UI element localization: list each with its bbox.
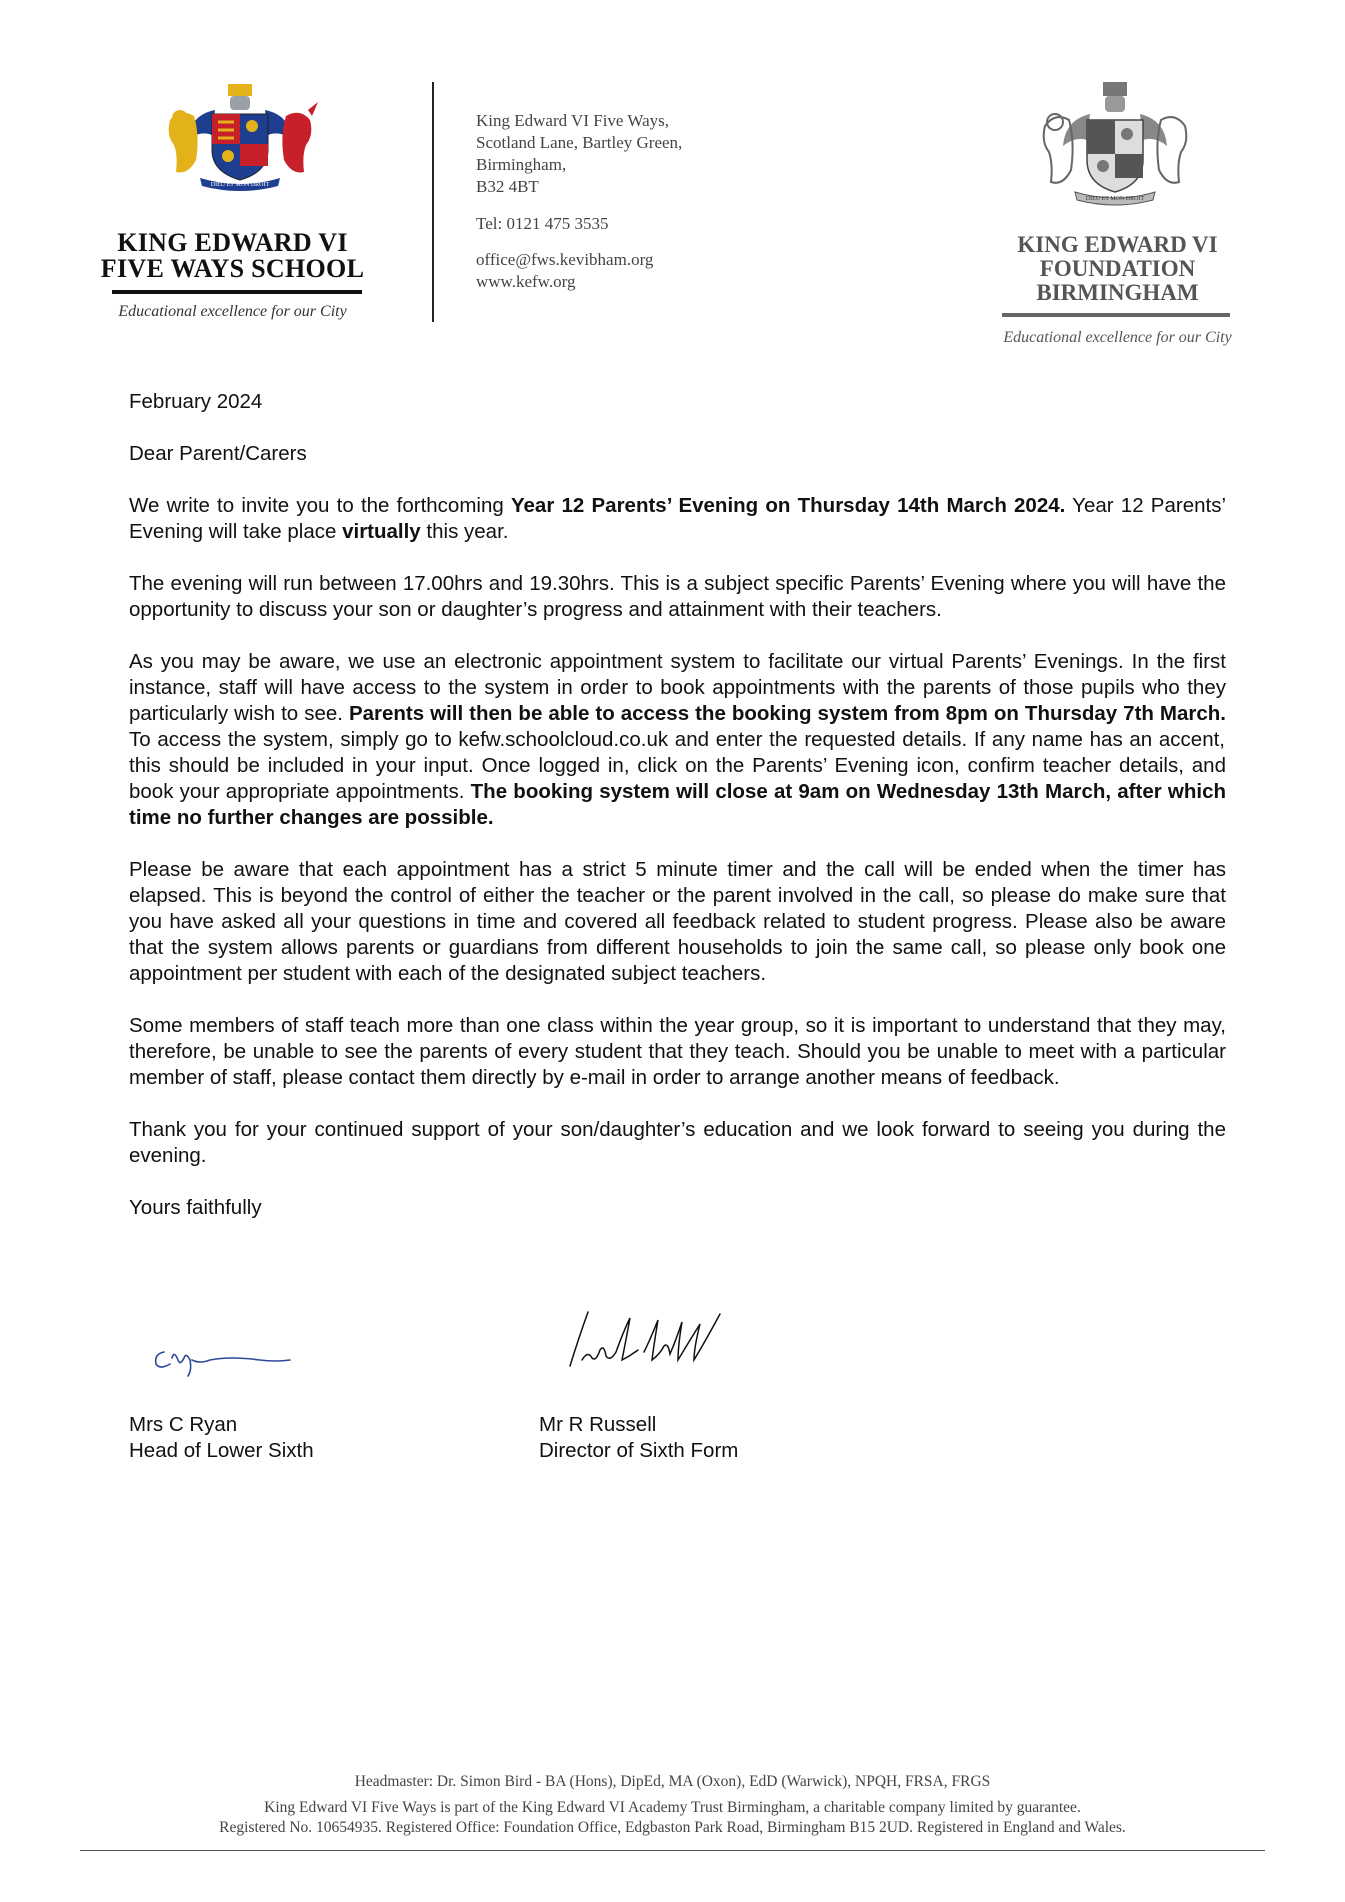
paragraph-staff: Some members of staff teach more than one class within the year group, so it is important to understand that they may, therefore, be unable to see the parents of every student that they teach. Should you be unable to meet with a particular member of staff, please contact them directly by e-mail in order to arrange another means of feedback.: [129, 1014, 1226, 1089]
address-line: B32 4BT: [476, 177, 539, 196]
address-line: King Edward VI Five Ways,: [476, 111, 670, 130]
paragraph-timer: Please be aware that each appointment has a strict 5 minute timer and the call will be ended when the timer has elapsed. This is beyond the control of either the teacher or the parent involved in the call, so please do make sure that you have asked all your questions in time and covered all feedback related to student progress. Please also be aware that the system allows parents or guardians from different households to join the same call, so please only book one appointment per student with each of the designated subject teachers.: [129, 858, 1226, 985]
letter-closing: Yours faithfully: [129, 1196, 262, 1219]
letter-date: February 2024: [129, 390, 263, 413]
foundation-crest-logo: [1035, 80, 1195, 215]
address-line: Birmingham,: [476, 155, 567, 174]
signatory-role: Head of Lower Sixth: [129, 1439, 314, 1462]
school-contact: [476, 249, 653, 293]
school-email: office@fws.kevibham.org: [476, 250, 654, 269]
paragraph-invitation: We write to invite you to the forthcoming Year 12 Parents’ Evening on Thursday 14th March 2024. Year 12 Parents’ Evening will take place virtually this year.: [129, 494, 1226, 543]
signatory-role: Director of Sixth Form: [539, 1439, 739, 1462]
school-address: [476, 110, 682, 198]
letter-body: [129, 389, 1226, 1247]
paragraph-booking: As you may be aware, we use an electronic appointment system to facilitate our virtual Parents’ Evenings. In the first instance, staff will have access to the system in order to book appointments with the parents of those pupils who they particularly wish to see. Parents will then be able to access the booking system from 8pm on Thursday 7th March. To access the system, simply go to kefw.schoolcloud.co.uk and enter the requested details. If any name has an accent, this should be included in your input. Once logged in, click on the Parents’ Evening icon, confirm teacher details, and book your appropriate appointments. The booking system will close at 9am on Wednesday 13th March, after which time no further changes are possible.: [129, 650, 1226, 829]
header-divider: [432, 82, 434, 322]
foundation-name: KING EDWARD VI FOUNDATION BIRMINGHAM: [1017, 232, 1218, 305]
signature-ryan: [150, 1330, 300, 1380]
school-telephone: Tel: 0121 475 3535: [476, 214, 609, 233]
foundation-underline: [1002, 313, 1230, 317]
svg-text:DIEU ET MON DROIT: DIEU ET MON DROIT: [1085, 196, 1145, 202]
foundation-tagline: Educational excellence for our City: [1003, 329, 1232, 346]
footer-trust-info: King Edward VI Five Ways is part of the King Edward VI Academy Trust Birmingham, a charitable company limited by guarantee. Registered No. 10654935. Registered Office: Foundation Office, Edgbaston Park Road, Birmingham B15 2UD. Registered in England and Wales.: [219, 1799, 1126, 1836]
svg-text:DIEU ET MON DROIT: DIEU ET MON DROIT: [210, 182, 270, 188]
school-crest-logo: [160, 80, 320, 192]
footer-headmaster: Headmaster: Dr. Simon Bird - BA (Hons), DipEd, MA (Oxon), EdD (Warwick), NPQH, FRSA, FRGS: [354, 1773, 991, 1790]
signatory-ryan: [129, 1412, 314, 1464]
school-website: www.kefw.org: [476, 272, 576, 291]
letter-salutation: Dear Parent/Carers: [129, 442, 307, 465]
signatory-name: Mr R Russell: [539, 1413, 657, 1436]
school-tagline: Educational excellence for our City: [118, 303, 347, 320]
signature-russell: [560, 1300, 740, 1380]
school-name: KING EDWARD VI FIVE WAYS SCHOOL: [100, 228, 365, 283]
signatory-russell: [539, 1412, 738, 1464]
paragraph-timing: The evening will run between 17.00hrs and 19.30hrs. This is a subject specific Parents’ Evening where you will have the opportunity to discuss your son or daughter’s progress and attainment with their teachers.: [129, 572, 1226, 621]
signatory-name: Mrs C Ryan: [129, 1413, 238, 1436]
school-underline: [112, 290, 362, 294]
paragraph-thanks: Thank you for your continued support of your son/daughter’s education and we look forward to seeing you during the evening.: [129, 1118, 1226, 1167]
footer-divider: [80, 1850, 1265, 1851]
address-line: Scotland Lane, Bartley Green,: [476, 133, 683, 152]
